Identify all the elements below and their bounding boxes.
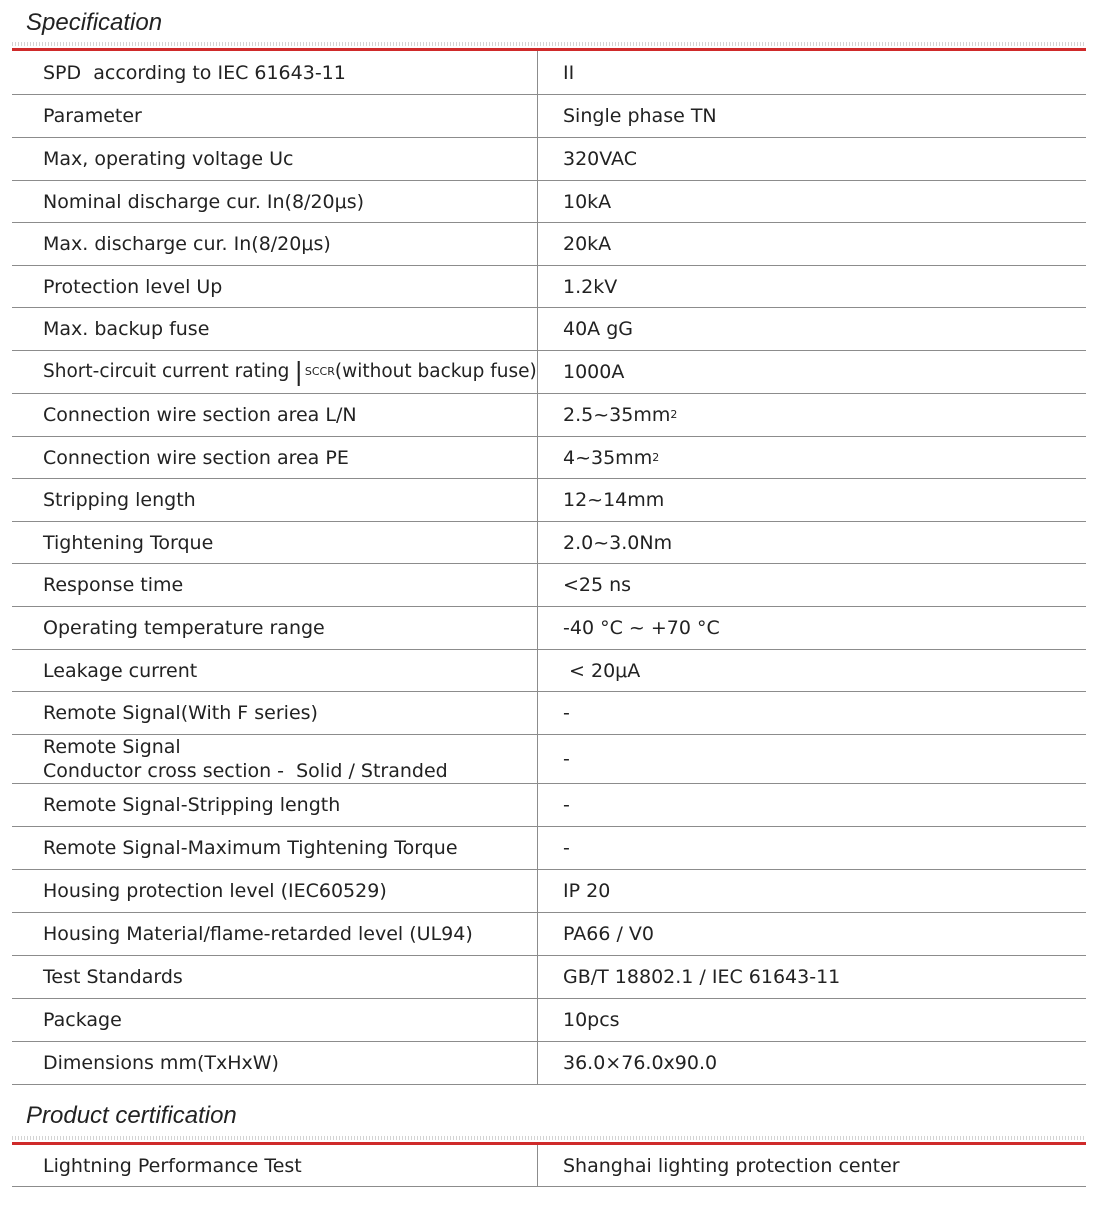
- spec-label: Max. discharge cur. In(8/20μs): [12, 223, 538, 265]
- certification-heading: Product certification: [26, 1102, 237, 1129]
- spec-row-wire-section-ln: [12, 394, 1086, 437]
- spec-value-main: 2.5~35mm: [563, 404, 671, 426]
- spec-value: 4~35mm 2: [563, 446, 660, 469]
- spec-value: -: [563, 837, 570, 859]
- spec-value: <25 ns: [563, 574, 632, 596]
- spec-label: Response time: [12, 564, 538, 606]
- spec-label: Max. backup fuse: [12, 308, 538, 350]
- spec-label: Nominal discharge cur. In(8/20μs): [12, 181, 538, 222]
- spec-value-main: 4~35mm: [563, 446, 653, 469]
- spec-row-housing-protection: [12, 870, 1086, 913]
- spec-row-response-time: [12, 564, 1086, 607]
- spec-value: -: [563, 794, 570, 816]
- spec-label: Short-circuit current rating | SCCR (without backup fuse): [12, 351, 538, 393]
- spec-row-housing-material: [12, 913, 1086, 956]
- spec-label-line: Conductor cross section - Solid / Stranded: [43, 760, 448, 782]
- cert-value: Shanghai lighting protection center: [563, 1154, 900, 1177]
- spec-value: 20kA: [563, 233, 612, 255]
- spec-value: 2.5~35mm 2: [563, 404, 678, 426]
- spec-value: PA66 / V0: [563, 923, 654, 945]
- spec-label: Remote Signal-Stripping length: [12, 784, 538, 826]
- spec-label: Operating temperature range: [12, 607, 538, 649]
- spec-row-test-standards: [12, 956, 1086, 999]
- spec-row-remote-signal-conductor: [12, 735, 1086, 784]
- spec-label: Leakage current: [12, 650, 538, 691]
- spec-value: Single phase TN: [563, 105, 717, 127]
- spec-label-main: Short-circuit current rating: [43, 361, 290, 382]
- spec-value: II: [563, 61, 575, 84]
- spec-row-temperature-range: [12, 607, 1086, 650]
- spec-label: Dimensions mm(TxHxW): [12, 1042, 538, 1084]
- spec-value: 320VAC: [563, 148, 637, 170]
- spec-row-dimensions: [12, 1042, 1086, 1085]
- spec-value: 1000A: [563, 361, 625, 383]
- spec-label: Connection wire section area PE: [12, 437, 538, 478]
- spec-value: 12~14mm: [563, 489, 665, 511]
- spec-row-max-discharge: [12, 223, 1086, 266]
- spec-value: 10kA: [563, 190, 612, 213]
- spec-value: 2.0~3.0Nm: [563, 531, 673, 554]
- spec-row-parameter: [12, 95, 1086, 138]
- spec-row-remote-signal-torque: [12, 827, 1086, 870]
- spec-value: -40 °C ~ +70 °C: [563, 617, 720, 639]
- spec-value: GB/T 18802.1 / IEC 61643-11: [563, 966, 841, 988]
- spec-label: Tightening Torque: [12, 522, 538, 563]
- spec-row-spd-class: [12, 51, 1086, 95]
- specification-table: [12, 51, 1086, 1085]
- spec-value: -: [563, 702, 570, 724]
- spec-label: Test Standards: [12, 956, 538, 998]
- spec-label: Stripping length: [12, 479, 538, 521]
- spec-label: Max, operating voltage Uc: [12, 138, 538, 180]
- spec-label: Connection wire section area L/N: [12, 394, 538, 436]
- spec-label-bar: |: [294, 356, 303, 386]
- spec-row-backup-fuse: [12, 308, 1086, 351]
- spec-row-leakage-current: [12, 650, 1086, 692]
- spec-label: Housing protection level (IEC60529): [12, 870, 538, 912]
- spec-row-nominal-discharge: [12, 181, 1086, 223]
- spec-value: 1.2kV: [563, 275, 618, 298]
- spec-label: Remote Signal(With F series): [12, 692, 538, 734]
- spec-value: < 20μA: [563, 659, 641, 682]
- spec-label: [12, 735, 538, 783]
- spec-row-tightening-torque: [12, 522, 1086, 564]
- specification-heading: Specification: [26, 9, 163, 36]
- spec-value: -: [563, 748, 570, 770]
- cert-row-lightning-test: [12, 1145, 1086, 1187]
- spec-row-remote-signal-stripping: [12, 784, 1086, 827]
- spec-label-line: Remote Signal: [43, 736, 181, 758]
- spec-label: Package: [12, 999, 538, 1041]
- spec-row-stripping-length: [12, 479, 1086, 522]
- cert-label: Lightning Performance Test: [12, 1145, 538, 1186]
- spec-label: Parameter: [12, 95, 538, 137]
- spec-row-package: [12, 999, 1086, 1042]
- spec-label: Remote Signal-Maximum Tightening Torque: [12, 827, 538, 869]
- spec-row-protection-level: [12, 266, 1086, 308]
- spec-value: IP 20: [563, 880, 611, 902]
- certification-table: [12, 1145, 1086, 1187]
- spec-label: Protection level Up: [12, 266, 538, 307]
- spec-row-wire-section-pe: [12, 437, 1086, 479]
- spec-value: 40A gG: [563, 318, 633, 340]
- spec-row-remote-signal: [12, 692, 1086, 735]
- spec-row-short-circuit-rating: [12, 351, 1086, 394]
- spec-value: 36.0×76.0x90.0: [563, 1052, 718, 1074]
- spec-value: 10pcs: [563, 1009, 620, 1031]
- spec-label: Housing Material/flame-retarded level (UL94): [12, 913, 538, 955]
- spec-row-operating-voltage: [12, 138, 1086, 181]
- spec-label-tail: (without backup fuse): [334, 361, 537, 382]
- spec-label: SPD according to IEC 61643-11: [12, 51, 538, 94]
